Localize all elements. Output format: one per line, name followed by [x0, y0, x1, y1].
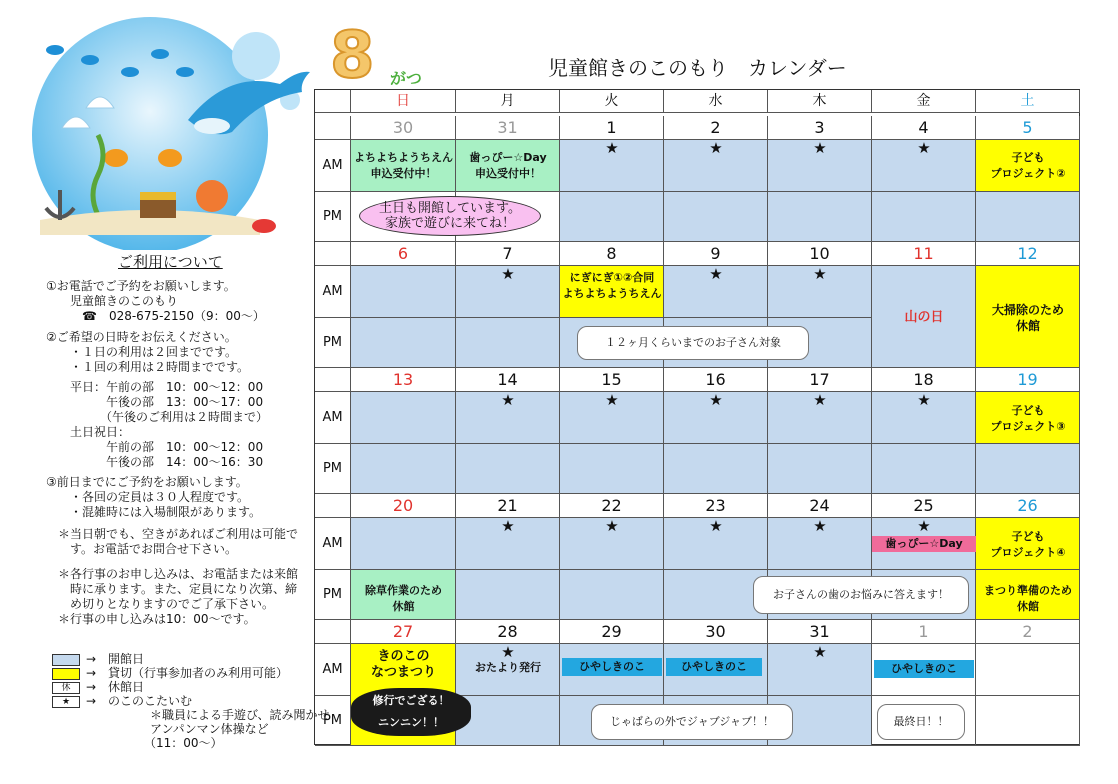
legend	[52, 652, 330, 750]
usage-title: ご利用について	[118, 253, 223, 271]
date-cell-w2-c4: 10	[768, 242, 872, 266]
weekday-header-4: 木	[768, 90, 872, 113]
event-otayori: おたより発行	[475, 661, 541, 674]
star-icon: ★	[813, 139, 827, 157]
date-cell-w2-c6: 12	[976, 242, 1080, 266]
am-cell-w5-c6	[976, 644, 1080, 696]
pm-cell-w1-c4	[768, 192, 872, 242]
usage-section-2: ②ご希望の日時をお伝えください。 ・１日の利用は２回までです。 ・１回の利用は２時間までです。	[46, 330, 250, 374]
am-label: AM	[315, 644, 351, 696]
legend-swatch-open	[52, 654, 80, 666]
bubble-jabara: じゃばらの外でジャブジャブ！！	[591, 704, 793, 740]
pm-cell-w4-c2	[560, 570, 664, 620]
date-cell-w1-c5: 4	[872, 116, 976, 140]
weekday-header-1: 月	[456, 90, 560, 113]
pm-label: PM	[315, 318, 351, 368]
star-icon: ★	[709, 391, 723, 409]
date-cell-w4-c3: 23	[664, 494, 768, 518]
month-number: 8	[330, 19, 375, 93]
date-cell-w1-c2: 1	[560, 116, 664, 140]
usage-section-3: ③前日までにご予約をお願いします。 ・各回の定員は３０人程度です。 ・混雑時には入場制限があります。	[46, 475, 262, 519]
star-icon: ★	[813, 517, 827, 535]
usage-note-events: ＊各行事のお申し込みは、お電話または来館 時に承ります。また、定員になり次第、締 め切りとなりますのでご了承下さい。 ＊行事の申し込みは10：00～です。	[58, 567, 299, 626]
legend-swatch-closed: 休	[52, 682, 80, 694]
date-cell-w4-c2: 22	[560, 494, 664, 518]
legend-note-2: アンパンマン体操など	[126, 722, 269, 736]
legend-text-reserved: → 貸切（行事参加者のみ利用可能）	[86, 666, 289, 680]
week-corner	[315, 620, 351, 644]
bubble-12-months: １２ヶ月くらいまでのお子さん対象	[577, 326, 809, 360]
date-cell-w2-c0: 6	[351, 242, 456, 266]
am-label: AM	[315, 392, 351, 444]
bubble-teeth: お子さんの歯のお悩みに答えます！	[753, 576, 969, 614]
pm-cell-w1-c5	[872, 192, 976, 242]
date-cell-w2-c2: 8	[560, 242, 664, 266]
usage-note-same-day: ＊当日朝でも、空きがあればご利用は可能で す。お電話でお問合せ下さい。	[58, 527, 299, 556]
pm-cell-w3-c5	[872, 444, 976, 494]
date-cell-w3-c2: 15	[560, 368, 664, 392]
star-icon: ★	[501, 643, 515, 661]
date-cell-w3-c6: 19	[976, 368, 1080, 392]
pm-cell-w3-c1	[456, 444, 560, 494]
legend-text-closed: → 休館日	[86, 680, 145, 694]
weekday-header-5: 金	[872, 90, 976, 113]
event-yochiyochi-signup: よちよちようちえん 申込受付中！	[354, 151, 453, 180]
star-icon: ★	[709, 517, 723, 535]
star-icon: ★	[917, 391, 931, 409]
star-icon: ★	[605, 391, 619, 409]
week-corner	[315, 368, 351, 392]
am-cell-w3-c0	[351, 392, 456, 444]
pm-cell-w2-c0	[351, 318, 456, 368]
pm-cell-w3-c0	[351, 444, 456, 494]
pm-label: PM	[315, 192, 351, 242]
date-cell-w5-c2: 29	[560, 620, 664, 644]
event-happy-day: 歯っぴー☆Day	[872, 536, 976, 552]
date-cell-w4-c6: 26	[976, 494, 1080, 518]
date-cell-w3-c5: 18	[872, 368, 976, 392]
pm-label: PM	[315, 444, 351, 494]
date-cell-w1-c1: 31	[456, 116, 560, 140]
star-icon: ★	[813, 265, 827, 283]
date-cell-w3-c3: 16	[664, 368, 768, 392]
pm-cell-w3-c6	[976, 444, 1080, 494]
event-kodomo-project-2: 子ども プロジェクト②	[990, 151, 1066, 180]
legend-row-reserved	[52, 666, 312, 680]
weekday-header-6: 土	[976, 90, 1080, 113]
star-icon: ★	[709, 139, 723, 157]
event-osouji-closed: 大掃除のため 休館	[991, 303, 1064, 333]
date-cell-w5-c4: 31	[768, 620, 872, 644]
legend-row-open	[52, 652, 312, 666]
date-cell-w4-c1: 21	[456, 494, 560, 518]
star-icon: ★	[813, 643, 827, 661]
date-cell-w2-c5: 11	[872, 242, 976, 266]
event-kodomo-project-3: 子ども プロジェクト③	[990, 404, 1066, 433]
am-label: AM	[315, 140, 351, 192]
event-hiyashi-kinoko-tue: ひやしきのこ	[562, 658, 662, 676]
date-cell-w3-c1: 14	[456, 368, 560, 392]
date-cell-w1-c4: 3	[768, 116, 872, 140]
legend-note-3: （11：00～）	[126, 736, 223, 750]
date-cell-w5-c1: 28	[456, 620, 560, 644]
star-icon: ★	[501, 517, 515, 535]
date-cell-w5-c6: 2	[976, 620, 1080, 644]
weekday-header-2: 火	[560, 90, 664, 113]
date-cell-w1-c6: 5	[976, 116, 1080, 140]
event-hiyashi-kinoko-wed: ひやしきのこ	[666, 658, 762, 676]
usage-section-hours: 平日：午前の部 10：00～12：00 午後の部 13：00～17：00 （午後のご利用は２時間まで） 土日祝日： 午前の部 10：00～12：00 午後の部 14：00～16：30	[70, 380, 269, 469]
pm-cell-w1-c3	[664, 192, 768, 242]
calendar-title: 児童館きのこのもり カレンダー	[548, 56, 847, 80]
star-icon: ★	[917, 517, 931, 535]
am-label: AM	[315, 266, 351, 318]
am-label: AM	[315, 518, 351, 570]
pm-cell-w1-c2	[560, 192, 664, 242]
am-cell-w4-c0	[351, 518, 456, 570]
weekday-header-0: 日	[351, 90, 456, 113]
week-corner	[315, 116, 351, 140]
pm-label: PM	[315, 696, 351, 746]
star-icon: ★	[501, 391, 515, 409]
date-cell-w1-c0: 30	[351, 116, 456, 140]
pm-cell-w3-c4	[768, 444, 872, 494]
event-nigi-nigi: にぎにぎ①②合同 よちよちようちえん	[562, 271, 662, 300]
legend-swatch-reserved	[52, 668, 80, 680]
ocean-illustration	[0, 0, 310, 250]
star-icon: ★	[52, 696, 80, 708]
date-cell-w2-c3: 9	[664, 242, 768, 266]
am-cell-w2-c0	[351, 266, 456, 318]
event-kodomo-project-4: 子ども プロジェクト④	[990, 530, 1066, 559]
event-happy-day-signup: 歯っぴー☆Day 申込受付中！	[469, 151, 547, 180]
bubble-weekend-open: 土日も開館しています。 家族で遊びに来てね！	[359, 196, 541, 236]
burst-ninja: 修行でござる！ ニンニン！！	[351, 688, 471, 736]
calendar-grid	[314, 89, 1080, 745]
date-cell-w4-c4: 24	[768, 494, 872, 518]
pm-cell-w1-c6	[976, 192, 1080, 242]
event-kinoko-natsumatsuri: きのこの なつまつり	[370, 649, 436, 680]
date-cell-w4-c5: 25	[872, 494, 976, 518]
date-cell-w3-c4: 17	[768, 368, 872, 392]
weekday-corner	[315, 90, 351, 113]
star-icon: ★	[605, 139, 619, 157]
pm-cell-w3-c3	[664, 444, 768, 494]
star-icon: ★	[917, 139, 931, 157]
date-cell-w5-c3: 30	[664, 620, 768, 644]
pm-cell-w3-c2	[560, 444, 664, 494]
pm-cell-w5-c6	[976, 696, 1080, 746]
month-kana: がつ	[390, 69, 423, 88]
legend-text-star: → のこのこたいむ	[86, 694, 193, 708]
event-hiyashi-kinoko-fri: ひやしきのこ	[874, 660, 974, 678]
week-corner	[315, 494, 351, 518]
pm-label: PM	[315, 570, 351, 620]
legend-note-1: ＊職員による手遊び、読み聞かせ	[126, 708, 330, 722]
bubble-final-day: 最終日！！	[877, 704, 965, 740]
date-cell-w1-c3: 2	[664, 116, 768, 140]
star-icon: ★	[813, 391, 827, 409]
date-cell-w2-c1: 7	[456, 242, 560, 266]
date-cell-w5-c0: 27	[351, 620, 456, 644]
weekday-header-3: 水	[664, 90, 768, 113]
star-icon: ★	[709, 265, 723, 283]
date-cell-w5-c5: 1	[872, 620, 976, 644]
usage-section-1: ①お電話でご予約をお願いします。 児童館きのこのもり ☎ 028-675-2150（9：00～）	[46, 279, 265, 323]
star-icon: ★	[605, 517, 619, 535]
pm-cell-w5-c1	[456, 696, 560, 746]
pm-cell-w2-c1	[456, 318, 560, 368]
legend-text-open: → 開館日	[86, 652, 145, 666]
event-matsuri-prep-closed: まつり準備のため 休館	[984, 584, 1072, 613]
event-josou-closed: 除草作業のため 休館	[365, 584, 442, 613]
date-cell-w4-c0: 20	[351, 494, 456, 518]
legend-row-closed	[52, 680, 312, 694]
pm-cell-w4-c1	[456, 570, 560, 620]
event-yama-no-hi: 山の日	[904, 310, 944, 325]
week-corner	[315, 242, 351, 266]
date-cell-w3-c0: 13	[351, 368, 456, 392]
legend-row-star	[52, 694, 312, 708]
star-icon: ★	[501, 265, 515, 283]
